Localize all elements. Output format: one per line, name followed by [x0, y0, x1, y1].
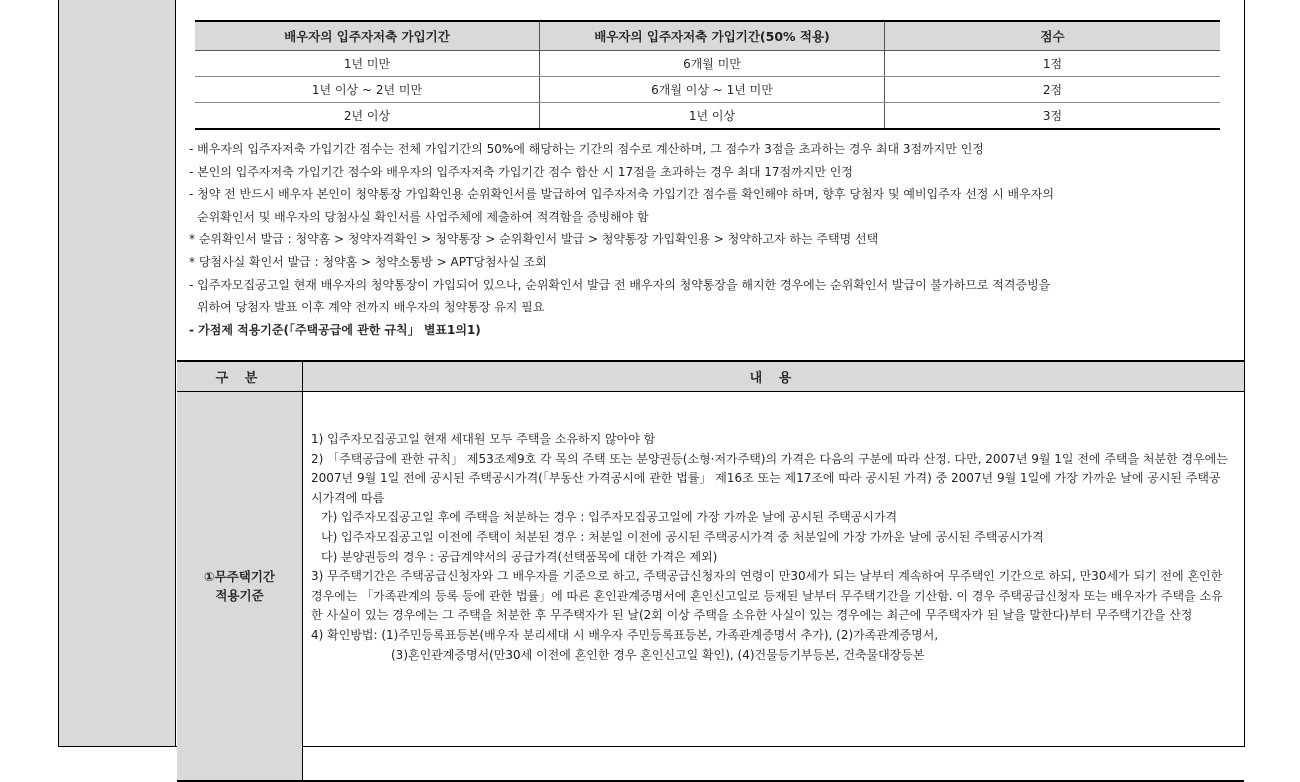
criteria-table	[177, 360, 1244, 782]
section-heading: - 가점제 적용기준(「주택공급에 관한 규칙」 별표1의1)	[189, 322, 481, 337]
criteria-subitem: 가) 입주자모집공고일 후에 주택을 처분하는 경우 : 입주자모집공고일에 가장 가까운 날에 공시된 주택공시가격	[321, 510, 898, 525]
criteria-item: 3) 무주택기간은 주택공급신청자와 그 배우자를 기준으로 하고, 주택공급신청자의 연령이 만30세가 되는 날부터 계속하여 무주택인 기간으로 하되, 만30세가 되기 전에 혼인한 경우에는 「가족관계의 등록 등에 관한 법률」에 따른 혼인관계증명서에 혼인신고일로 등재된 날부터 무주택기간을 기산함. 이 경우 주택공급신청자 또는 배우자가 주택을 소유한 사실이 있는 경우에는 그 주택을 처분한 후 무주택자가 된 날(2회 이상 주택을 소유한 사실이 있는 경우에는 최근에 무주택자가 된 날을 말한다)부터 무주택기간을 산정	[311, 569, 1223, 623]
criteria-header-row	[177, 361, 1244, 392]
row-content	[303, 392, 1245, 782]
criteria-item: 2) 「주택공급에 관한 규칙」 제53조제9호 각 목의 주택 또는 분양권등(소형·저가주택)의 가격은 다음의 구분에 따라 산정. 다만, 2007년 9월 1일 전에 주택을 처분한 경우에는 2007년 9월 1일 전에 공시된 주택공시가격(「부동산 가격공시에 관한 법률」 제16조 또는 제17조에 따라 공시된 가격) 중 2007년 9월 1일에 가장 가까운 날에 공시된 주택공시가격에 따름	[311, 451, 1228, 505]
criteria-row	[177, 392, 1244, 782]
document-content	[175, 0, 1244, 746]
notes-list	[189, 138, 1229, 341]
table-cell: 2점	[885, 77, 1221, 103]
table-cell: 1년 이상 ~ 2년 미만	[195, 77, 540, 103]
row-label-line: 적용기준	[215, 588, 264, 603]
row-label-line: ①무주택기간	[204, 569, 275, 584]
table-cell: 2년 이상	[195, 103, 540, 130]
table-row	[195, 51, 1220, 77]
note-item: 순위확인서 및 배우자의 당첨사실 확인서를 사업주체에 제출하여 적격함을 증빙해야 함	[197, 209, 649, 224]
table-header-row	[195, 21, 1220, 51]
table-row	[195, 103, 1220, 130]
table-cell: 6개월 이상 ~ 1년 미만	[540, 77, 885, 103]
note-item: * 순위확인서 발급 : 청약홈 > 청약자격확인 > 청약통장 > 순위확인서 발급 > 청약통장 가입확인용 > 청약하고자 하는 주택명 선택	[189, 232, 879, 247]
header-category: 구 분	[177, 361, 303, 392]
row-label	[177, 392, 303, 782]
note-item: - 청약 전 반드시 배우자 본인이 청약통장 가입확인용 순위확인서를 발급하여 입주자저축 가입기간 점수를 확인해야 하며, 향후 당첨자 및 예비입주자 선정 시 배우자의	[189, 187, 1054, 202]
header-score: 점수	[885, 21, 1221, 51]
spouse-savings-score-table	[195, 20, 1220, 130]
note-item: - 본인의 입주자저축 가입기간 점수와 배우자의 입주자저축 가입기간 점수 합산 시 17점을 초과하는 경우 최대 17점까지만 인정	[189, 164, 853, 179]
header-spouse-period: 배우자의 입주자저축 가입기간	[195, 21, 540, 51]
criteria-subitem: 다) 분양권등의 경우 : 공급계약서의 공급가격(선택품목에 대한 가격은 제외)	[321, 549, 718, 564]
table-cell: 6개월 미만	[540, 51, 885, 77]
note-item: - 입주자모집공고일 현재 배우자의 청약통장이 가입되어 있으나, 순위확인서 발급 전 배우자의 청약통장을 해지한 경우에는 순위확인서 발급이 불가하므로 적격증빙을	[189, 277, 1051, 292]
table-cell: 1년 이상	[540, 103, 885, 130]
criteria-subitem: 나) 입주자모집공고일 이전에 주택이 처분된 경우 : 처분일 이전에 공시된 주택공시가격 중 처분일에 가장 가까운 날에 공시된 주택공시가격	[321, 529, 1044, 544]
criteria-item: 1) 입주자모집공고일 현재 세대원 모두 주택을 소유하지 않아야 함	[311, 432, 656, 446]
table-cell: 1년 미만	[195, 51, 540, 77]
table-cell: 1점	[885, 51, 1221, 77]
criteria-item-continued: (3)혼인관계증명서(만30세 이전에 혼인한 경우 혼인신고일 확인), (4)건물등기부등본, 건축물대장등본	[391, 647, 925, 662]
note-item: 위하여 당첨자 발표 이후 계약 전까지 배우자의 청약통장 유지 필요	[197, 300, 545, 315]
table-row	[195, 77, 1220, 103]
header-spouse-period-50: 배우자의 입주자저축 가입기간(50% 적용)	[540, 21, 885, 51]
note-item: - 배우자의 입주자저축 가입기간 점수는 전체 가입기간의 50%에 해당하는 기간의 점수로 계산하며, 그 점수가 3점을 초과하는 경우 최대 3점까지만 인정	[189, 142, 984, 156]
note-item: * 당첨사실 확인서 발급 : 청약홈 > 청약소통방 > APT당첨사실 조회	[189, 254, 547, 269]
criteria-item: 4) 확인방법: (1)주민등록표등본(배우자 분리세대 시 배우자 주민등록표등본, 가족관계증명서 추가), (2)가족관계증명서,	[311, 627, 939, 642]
header-content: 내 용	[303, 361, 1245, 392]
table-cell: 3점	[885, 103, 1221, 130]
